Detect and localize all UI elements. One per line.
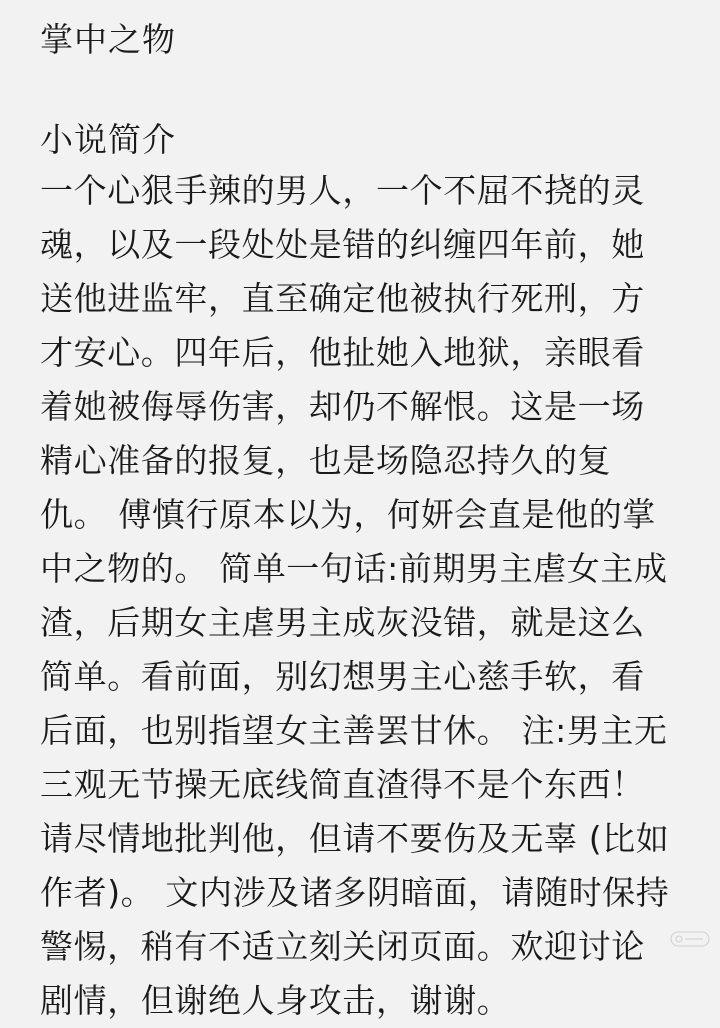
synopsis-line: 简单。看前面，别幻想男主心慈手软，看 [40, 657, 645, 696]
synopsis-line: 剧情，但谢绝人身攻击，谢谢。 [40, 981, 511, 1020]
synopsis-line: 三观无节操无底线简直渣得不是个东西！ [40, 765, 645, 804]
synopsis-line: 才安心。四年后，他扯她入地狱，亲眼看 [40, 333, 645, 372]
synopsis-line: 着她被侮辱伤害，却仍不解恨。这是一场 [40, 387, 645, 426]
synopsis-line: 警惕，稍有不适立刻关闭页面。欢迎讨论 [40, 927, 645, 966]
watermark [670, 931, 710, 950]
synopsis-line: 魂，以及一段处处是错的纠缠四年前，她 [40, 225, 645, 264]
synopsis-line: 送他进监牢，直至确定他被执行死刑，方 [40, 279, 645, 318]
watermark-logo-icon [670, 931, 710, 947]
synopsis-line: 渣，后期女主虐男主成灰没错，就是这么 [40, 603, 645, 642]
page-title: 掌中之物 [40, 20, 176, 59]
synopsis-line: 一个心狠手辣的男人，一个不屈不挠的灵 [40, 171, 645, 210]
section-heading: 小说简介 [40, 120, 176, 159]
synopsis-line: 仇。 傅慎行原本以为，何妍会直是他的掌 [40, 495, 656, 534]
synopsis-body [40, 164, 710, 1028]
synopsis-line: 后面，也别指望女主善罢甘休。 注:男主无 [40, 711, 668, 750]
synopsis-line: 中之物的。 简单一句话:前期男主虐女主成 [40, 549, 668, 588]
synopsis-line: 请尽情地批判他，但请不要伤及无辜 (比如 [40, 819, 670, 858]
synopsis-line: 作者)。 文内涉及诸多阴暗面，请随时保持 [40, 873, 670, 912]
synopsis-line: 精心准备的报复，也是场隐忍持久的复 [40, 441, 612, 480]
